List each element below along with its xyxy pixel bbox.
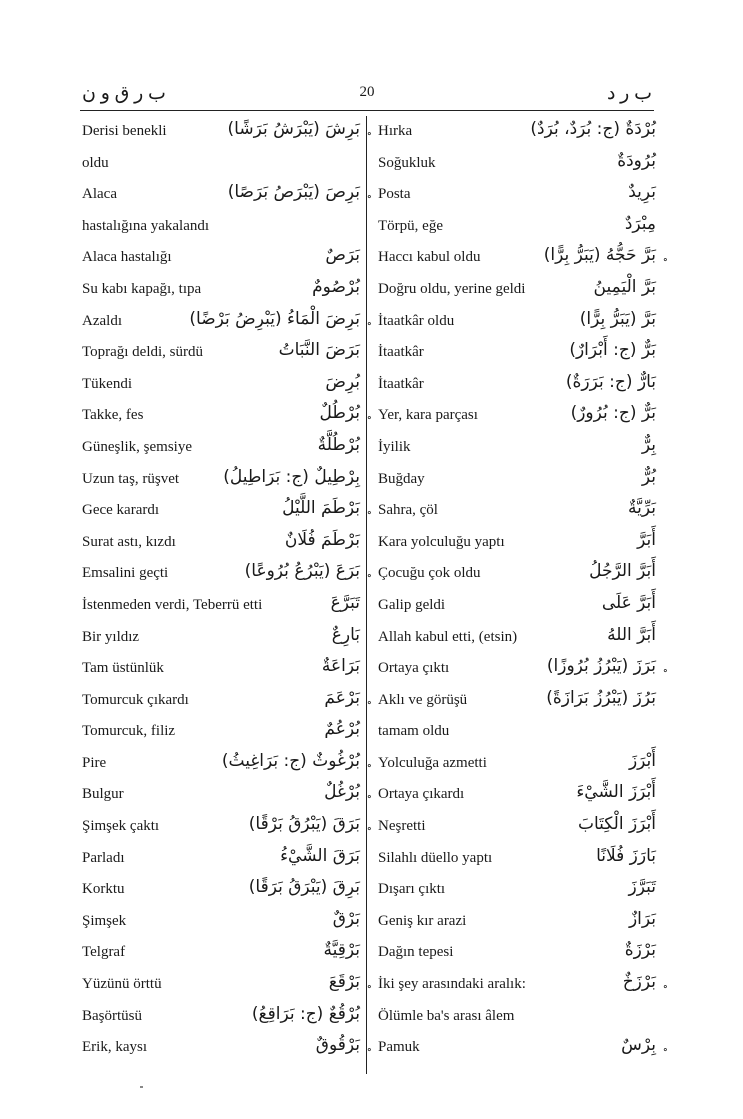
arabic-headword: بُرْدَةٌ (ج: بُرَدٌ، بُرَدٌ) [530,119,656,139]
arabic-headword: بُرٌّ [641,466,656,487]
turkish-meaning: Geniş kır arazi [378,912,467,929]
dictionary-entry [378,118,656,150]
arabic-headword: أَبْرَزَ [628,750,656,771]
arabic-headword: بِرْسٌ [621,1035,656,1056]
turkish-meaning: İtaatkâr oldu [378,312,455,329]
bullet-mark: ∘ [662,981,668,994]
arabic-headword: بُرْقُعٌ (ج: بَرَاقِعُ) [251,1003,360,1024]
arabic-headword: بَرٌّ (ج: بُرُورٌ) [570,403,656,424]
dictionary-entry [378,308,656,340]
dictionary-entry [82,750,372,782]
arabic-headword: بُرِضَ [325,371,360,392]
dictionary-entry [378,402,656,434]
arabic-headword: بَرَّ (يَبَرُّ بِرًّا) [579,308,656,329]
arabic-headword: بَرْطَمَ فُلَانٌ [284,529,360,550]
dictionary-entry [378,939,656,971]
turkish-meaning: Bulgur [82,786,124,803]
arabic-headword: بَرَقَ (يَبْرُقُ بَرْقًا) [248,814,360,835]
arabic-headword: بُرْطُلٌ [319,403,360,424]
dictionary-entry [378,497,656,529]
dictionary-entry [82,371,360,403]
dictionary-entry [378,971,668,1003]
header-rule [80,110,654,111]
dictionary-entry [82,908,360,940]
turkish-meaning: Şimşek çaktı [82,818,160,835]
dictionary-entry [82,939,360,971]
turkish-meaning: Takke, fes [82,407,144,424]
bullet-mark: ∘ [366,1044,372,1057]
header-left-root: ب ر ق و ن [82,83,166,104]
turkish-meaning: Doğru oldu, yerine geldi [378,280,526,297]
turkish-meaning: Korktu [82,881,125,898]
bullet-mark: ∘ [366,507,372,520]
arabic-headword: بَرْقُوقٌ [315,1035,360,1056]
arabic-headword: بَرْزَخٌ [622,972,656,993]
turkish-meaning: Su kabı kapağı, tıpa [82,280,202,297]
bullet-mark: ∘ [366,759,372,772]
turkish-meaning: Kara yolculuğu yaptı [378,533,505,550]
arabic-headword: بَرَزَ (يَبْرُزُ بُرُوزًا) [546,656,656,677]
arabic-headword: بَرْطَمَ اللَّيْلُ [282,498,360,519]
turkish-meaning: Azaldı [82,312,122,329]
turkish-meaning: Yüzünü örttü [82,976,162,993]
dictionary-entry [378,781,656,813]
page-number: 20 [359,84,375,100]
dictionary-entry [378,908,656,940]
arabic-headword: بَرْقَعَ [328,972,360,993]
turkish-meaning: Aklı ve görüşü [378,691,468,708]
dictionary-entry [378,529,656,561]
arabic-headword: أَبَرَّ عَلَى [601,592,656,613]
turkish-meaning: Törpü, eğe [378,217,443,234]
dictionary-entry [82,655,360,687]
dictionary-entry [378,213,656,245]
arabic-headword: بَارَزَ فُلَانًا [596,845,656,866]
dictionary-entry [378,845,656,877]
dictionary-entry [82,213,360,245]
dictionary-entry [378,655,668,687]
turkish-meaning: Telgraf [82,944,126,961]
dictionary-entry [378,1003,656,1035]
arabic-headword: بَرَاعَةٌ [321,656,360,677]
dictionary-entry [82,971,372,1003]
arabic-headword: بَرٌّ (ج: أَبْرَارٌ) [569,340,656,361]
dictionary-entry [378,687,656,719]
dictionary-entry [82,181,372,213]
scan-speck [140,1086,143,1088]
arabic-headword: أَبْرَزَ الشَّيْءَ [576,782,656,803]
dictionary-entry [82,560,372,592]
turkish-meaning: Pire [82,754,107,771]
left-column [82,118,372,1066]
arabic-headword: بَرْقِيَّةٌ [323,940,360,961]
dictionary-entry [82,118,372,150]
turkish-meaning: Pamuk [378,1039,420,1056]
arabic-headword: بَرَّ حَجُّهُ (يَبَرُّ بِرًّا) [543,245,656,266]
turkish-meaning: İyilik [378,438,411,455]
dictionary-entry [378,750,656,782]
dictionary-entry [378,813,656,845]
dictionary-entry [82,497,372,529]
right-column [378,118,668,1066]
turkish-meaning: İki şey arasındaki aralık: [378,976,526,993]
bullet-mark: ∘ [366,412,372,425]
arabic-headword: بُرْغُوثٌ (ج: بَرَاغِيثُ) [221,750,360,771]
arabic-headword: بَرَعَ (يَبْرُعُ بُرُوعًا) [244,561,360,582]
arabic-headword: بَرَازٌ [628,908,656,929]
turkish-meaning: İstenmeden verdi, Teberrü etti [82,596,263,613]
bullet-mark: ∘ [366,570,372,583]
turkish-meaning: Surat astı, kızdı [82,533,176,550]
dictionary-entry [82,781,372,813]
turkish-meaning: Alaca hastalığı [82,249,172,266]
dictionary-entry [378,181,656,213]
dictionary-entry [378,339,656,371]
bullet-mark: ∘ [366,981,372,994]
turkish-meaning: oldu [82,154,109,171]
page-header [82,82,652,106]
arabic-headword: بَرِضَ الْمَاءُ (يَبْرِضُ بَرْضًا) [189,308,360,329]
turkish-meaning: Gece karardı [82,502,160,519]
turkish-meaning: Dağın tepesi [378,944,454,961]
bullet-mark: ∘ [366,823,372,836]
dictionary-entry [82,434,360,466]
turkish-meaning: Ortaya çıktı [378,660,450,677]
arabic-headword: بَرَقَ الشَّيْءُ [280,845,360,866]
turkish-meaning: Soğukluk [378,154,436,171]
arabic-headword: بَرَّ الْيَمِينُ [593,276,656,297]
arabic-headword: بَرْزَةٌ [624,940,656,961]
turkish-meaning: Sahra, çöl [378,502,438,519]
turkish-meaning: Tomurcuk çıkardı [82,691,189,708]
turkish-meaning: Bir yıldız [82,628,140,645]
arabic-headword: أَبَرَّ [637,529,656,550]
turkish-meaning: tamam oldu [378,723,450,740]
arabic-headword: بُرْغُلٌ [324,782,360,803]
dictionary-entry [378,718,656,750]
dictionary-entry [378,244,668,276]
turkish-meaning: Neşretti [378,818,426,835]
arabic-headword: تَبَرَّزَ [628,877,656,898]
arabic-headword: بُرْطُلَّةٌ [317,434,360,455]
turkish-meaning: Dışarı çıktı [378,881,446,898]
arabic-headword: أَبْرَزَ الْكِتَابَ [577,814,656,835]
turkish-meaning: Çocuğu çok oldu [378,565,481,582]
arabic-headword: بُرْصُومٌ [312,276,360,297]
dictionary-entry [82,244,360,276]
dictionary-entry [82,1034,372,1066]
turkish-meaning: Yolculuğa azmetti [378,754,487,771]
turkish-meaning: Emsalini geçti [82,565,169,582]
arabic-headword: أَبَرَّ اللهُ [607,624,656,645]
arabic-headword: بَرَصٌ [325,245,360,266]
arabic-headword: بَرِيدٌ [628,182,656,203]
arabic-headword: بَارِعٌ [331,624,360,645]
dictionary-entry [378,624,656,656]
dictionary-entry [378,876,656,908]
arabic-headword: مِبْرَدٌ [624,213,656,234]
turkish-meaning: İtaatkâr [378,344,424,361]
turkish-meaning: Tomurcuk, filiz [82,723,176,740]
dictionary-entry [82,845,360,877]
dictionary-entry [82,276,360,308]
dictionary-entry [82,466,360,498]
arabic-headword: بَرَضَ النَّبَاتُ [278,340,360,361]
turkish-meaning: Haccı kabul oldu [378,249,481,266]
dictionary-entry [82,876,360,908]
bullet-mark: ∘ [662,1044,668,1057]
turkish-meaning: Tükendi [82,375,132,392]
arabic-headword: بِرٌّ [641,434,656,455]
header-right-root: ب ر د [606,83,652,104]
turkish-meaning: Ortaya çıkardı [378,786,465,803]
turkish-meaning: Uzun taş, rüşvet [82,470,180,487]
arabic-headword: بُرْعُمٌ [324,719,360,740]
dictionary-entry [82,1003,360,1035]
bullet-mark: ∘ [366,791,372,804]
dictionary-entry [82,592,360,624]
bullet-mark: ∘ [662,254,668,267]
arabic-headword: أَبَرَّ الرَّجُلُ [589,561,656,582]
bullet-mark: ∘ [366,191,372,204]
bullet-mark: ∘ [366,696,372,709]
bullet-mark: ∘ [366,317,372,330]
column-divider [366,116,367,1074]
dictionary-entry [378,592,656,624]
bullet-mark: ∘ [366,128,372,140]
bullet-mark: ∘ [662,665,668,678]
dictionary-entry [82,529,360,561]
arabic-headword: بَرُزَ (يَبْرُزُ بَرَازَةً) [546,687,656,708]
turkish-meaning: Silahlı düello yaptı [378,849,493,866]
turkish-meaning: Toprağı deldi, sürdü [82,344,204,361]
turkish-meaning: Yer, kara parçası [378,407,478,424]
arabic-headword: بَارٌّ (ج: بَرَرَةٌ) [565,371,656,392]
turkish-meaning: İtaatkâr [378,375,424,392]
arabic-headword: بَرِشَ (يَبْرَشُ بَرَشًا) [227,119,360,139]
dictionary-entry [378,150,656,182]
dictionary-entry [82,150,360,182]
turkish-meaning: Ölümle ba's arası âlem [378,1007,515,1024]
dictionary-entry [378,466,656,498]
dictionary-entry [82,402,372,434]
turkish-meaning: Alaca [82,186,117,203]
dictionary-entry [378,1034,668,1066]
arabic-headword: بَرِّيَّةٌ [628,498,656,519]
arabic-headword: بَرْقٌ [332,908,360,929]
turkish-meaning: Derisi benekli [82,123,167,139]
turkish-meaning: Allah kabul etti, (etsin) [378,628,518,645]
turkish-meaning: Parladı [82,849,125,866]
turkish-meaning: Başörtüsü [82,1007,142,1024]
turkish-meaning: Buğday [378,470,425,487]
dictionary-entry [378,560,656,592]
dictionary-entry [82,813,372,845]
arabic-headword: بُرُودَةٌ [617,150,656,171]
dictionary-entry [82,718,360,750]
arabic-headword: تَبَرَّعَ [330,592,360,613]
dictionary-entry [82,624,360,656]
dictionary-entry [82,339,360,371]
turkish-meaning: Erik, kaysı [82,1039,147,1056]
dictionary-entry [378,371,656,403]
turkish-meaning: hastalığına yakalandı [82,217,210,234]
dictionary-entry [378,276,656,308]
dictionary-entry [82,687,372,719]
turkish-meaning: Posta [378,186,411,203]
dictionary-entry [378,434,656,466]
turkish-meaning: Güneşlik, şemsiye [82,438,192,455]
turkish-meaning: Şimşek [82,912,127,929]
arabic-headword: بِرْطِيلٌ (ج: بَرَاطِيلُ) [223,466,360,487]
arabic-headword: بَرْعَمَ [324,687,360,708]
arabic-headword: بَرِصَ (يَبْرَصُ بَرَصًا) [227,182,360,203]
arabic-headword: بَرِقَ (يَبْرَقُ بَرَقًا) [248,877,360,898]
turkish-meaning: Hırka [378,123,413,139]
turkish-meaning: Galip geldi [378,596,446,613]
dictionary-entry [82,308,372,340]
turkish-meaning: Tam üstünlük [82,660,164,677]
